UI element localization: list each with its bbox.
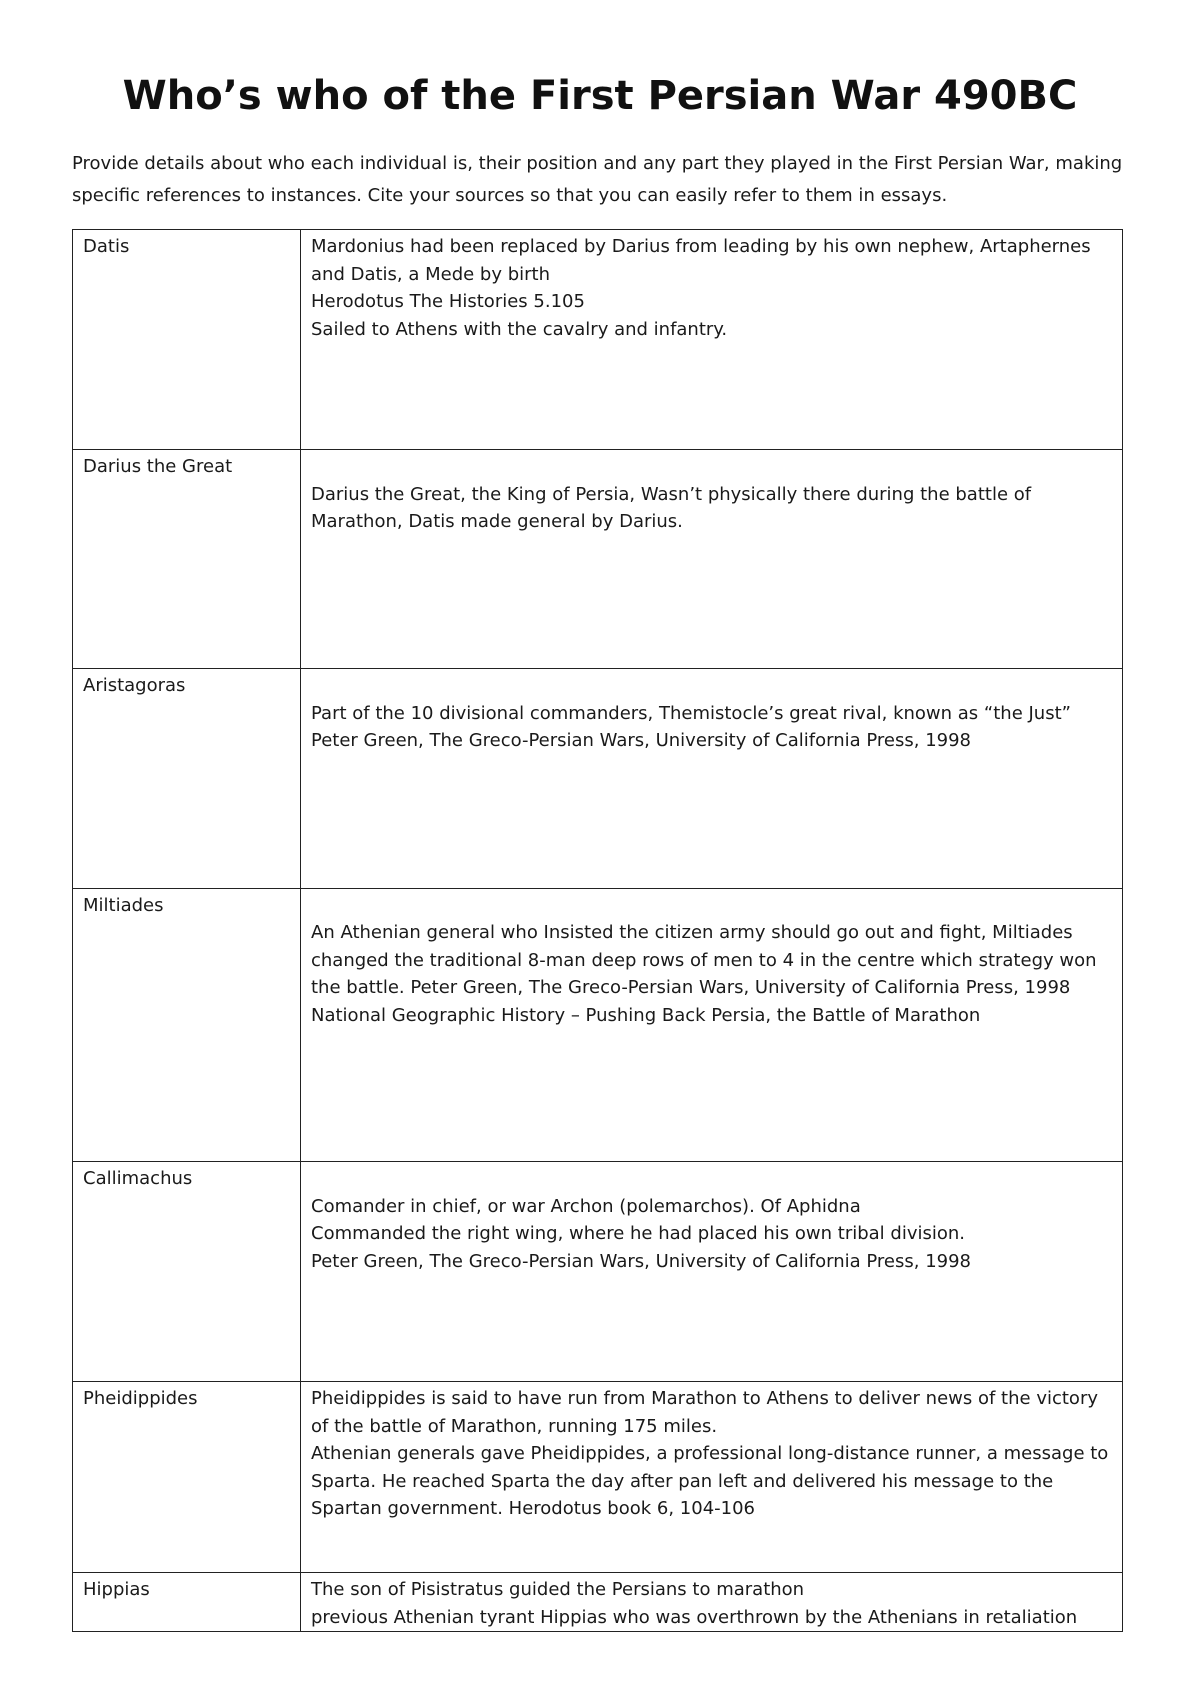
person-details-cell [301, 1573, 1123, 1632]
whos-who-table [72, 229, 1123, 1632]
details-line: Pheidippides is said to have run from Marathon to Athens to deliver news of the victory [311, 1388, 1098, 1409]
person-details-cell [301, 450, 1123, 669]
intro-line: specific references to instances. Cite your sources so that you can easily refer to them in essays. [72, 185, 948, 206]
table-row [73, 1162, 1123, 1382]
details-line: Marathon, Datis made general by Darius. [311, 511, 683, 532]
details-line: Part of the 10 divisional commanders, Themistocle’s great rival, known as “the Just” [311, 702, 1071, 724]
details-line: the battle. Peter Green, The Greco-Persian Wars, University of California Press, 1998 [311, 977, 1071, 998]
table-row [73, 1382, 1123, 1573]
details-line: Athenian generals gave Pheidippides, a professional long-distance runner, a message to [311, 1443, 1109, 1464]
document-title: Who’s who of the First Persian War 490BC [122, 73, 1078, 119]
details-line: and Datis, a Mede by birth [311, 263, 551, 285]
person-details-cell [301, 669, 1123, 889]
person-details-cell [301, 1162, 1123, 1382]
intro-line: Provide details about who each individual is, their position and any part they played in the First Persian War, making [72, 153, 1123, 174]
person-name-cell: Datis [73, 230, 301, 450]
person-name-cell: Darius the Great [73, 450, 301, 669]
person-name-cell: Hippias [73, 1573, 301, 1632]
person-name-cell: Pheidippides [73, 1382, 301, 1573]
details-line: The son of Pisistratus guided the Persians to marathon [311, 1579, 805, 1600]
table-row [73, 889, 1123, 1162]
table-row [73, 230, 1123, 450]
details-line: Herodotus The Histories 5.105 [311, 291, 585, 312]
details-line: Darius the Great, the King of Persia, Wasn’t physically there during the battle of [311, 483, 1032, 505]
table-row [73, 1573, 1123, 1632]
intro-paragraph [72, 148, 1142, 212]
details-line [311, 672, 1112, 700]
person-name-cell: Aristagoras [73, 669, 301, 889]
details-line: Comander in chief, or war Archon (polemarchos). Of Aphidna [311, 1195, 861, 1217]
details-line: National Geographic History – Pushing Back Persia, the Battle of Marathon [311, 1004, 981, 1026]
person-details-cell [301, 889, 1123, 1162]
details-line [311, 453, 1112, 481]
details-line: of the battle of Marathon, running 175 miles. [311, 1415, 718, 1437]
person-details-cell [301, 1382, 1123, 1573]
details-line: previous Athenian tyrant Hippias who was overthrown by the Athenians in retaliation [311, 1606, 1078, 1628]
table-row [73, 669, 1123, 889]
details-line: Peter Green, The Greco-Persian Wars, University of California Press, 1998 [311, 730, 971, 751]
details-line [311, 1165, 1112, 1193]
details-line: Sailed to Athens with the cavalry and infantry. [311, 318, 728, 340]
details-line: changed the traditional 8-man deep rows of men to 4 in the centre which strategy won [311, 949, 1097, 971]
details-line: An Athenian general who Insisted the citizen army should go out and fight, Miltiades [311, 922, 1073, 943]
details-line: Spartan government. Herodotus book 6, 104-106 [311, 1498, 756, 1519]
details-line: Sparta. He reached Sparta the day after pan left and delivered his message to the [311, 1470, 1054, 1492]
table-row [73, 450, 1123, 669]
details-line: Mardonius had been replaced by Darius from leading by his own nephew, Artaphernes [311, 236, 1091, 257]
details-line: Peter Green, The Greco-Persian Wars, University of California Press, 1998 [311, 1250, 971, 1272]
details-line: Commanded the right wing, where he had placed his own tribal division. [311, 1223, 965, 1244]
person-name-cell: Miltiades [73, 889, 301, 1162]
person-details-cell [301, 230, 1123, 450]
person-name-cell: Callimachus [73, 1162, 301, 1382]
